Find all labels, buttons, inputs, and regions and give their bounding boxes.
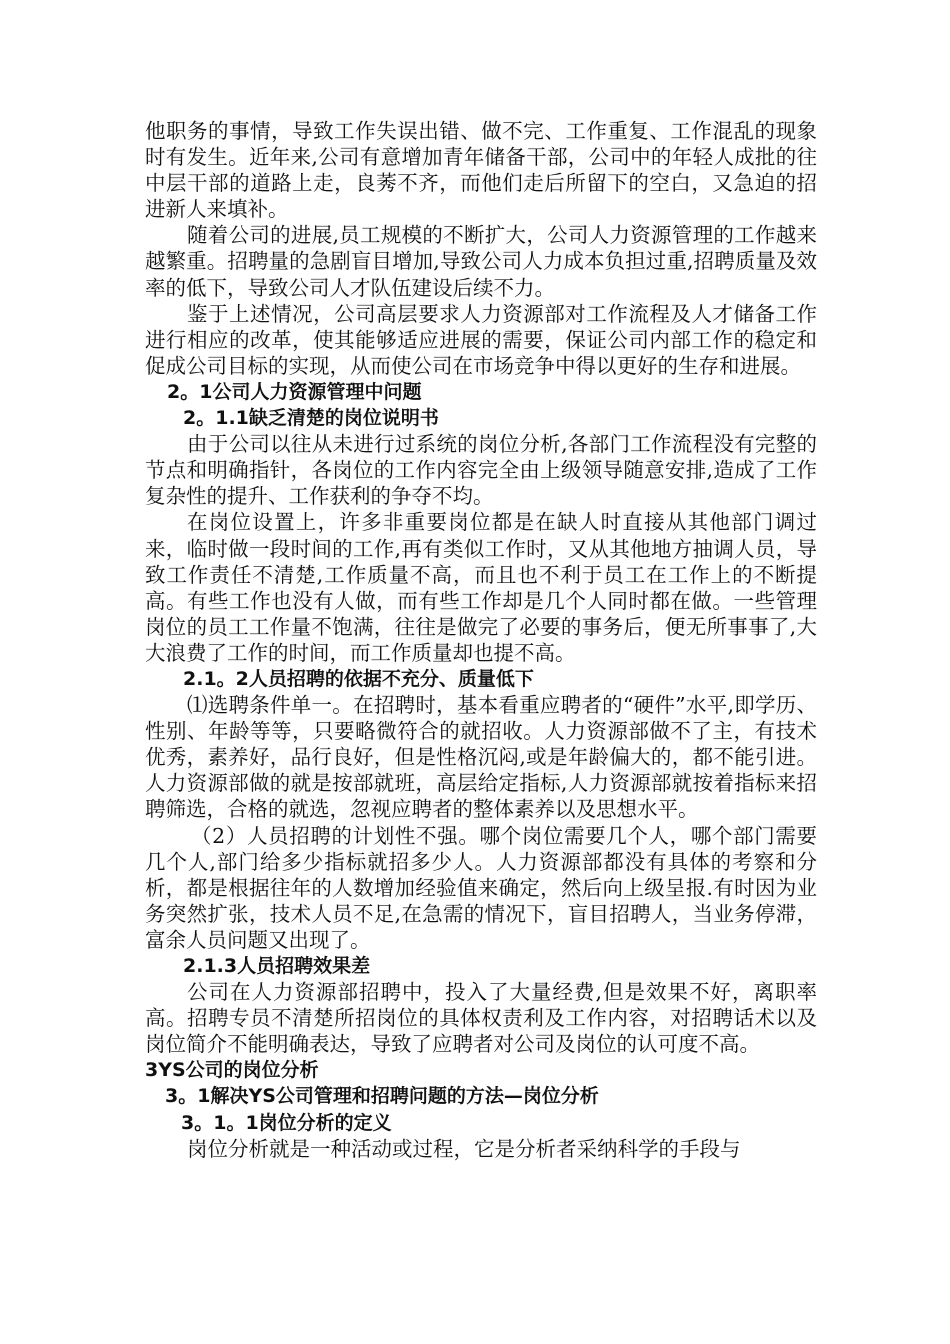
- paragraph: ⑴选聘条件单一。在招聘时，基本看重应聘者的“硬件”水平,即学历、性别、年龄等等，只要略微符合的就招收。人力资源部做不了主，有技术优秀，素养好，品行良好，但是性格沉闷,或是年龄偏大的，都不能引进。人力资源部做的就是按部就班，高层给定指标,人力资源部就按着指标来招聘筛选，合格的就选，忽视应聘者的整体素养以及思想水平。: [145, 693, 817, 822]
- paragraph: （2）人员招聘的计划性不强。哪个岗位需要几个人，哪个部门需要几个人,部门给多少指标就招多少人。人力资源部都没有具体的考察和分析，都是根据往年的人数增加经验值来确定，然后向上级呈报.有时因为业务突然扩张，技术人员不足,在急需的情况下，盲目招聘人，当业务停滞，富余人员问题又出现了。: [145, 823, 817, 952]
- chapter-heading: 3YS公司的岗位分析: [145, 1059, 319, 1082]
- subsection-heading: 3。1。1岗位分析的定义: [181, 1111, 392, 1134]
- subsection-heading: 2。1.1缺乏清楚的岗位说明书: [183, 407, 439, 430]
- paragraph: 鉴于上述情况，公司高层要求人力资源部对工作流程及人才储备工作进行相应的改革，使其能够适应进展的需要，保证公司内部工作的稳定和促成公司目标的实现，从而使公司在市场竞争中得以更好的生存和进展。: [145, 301, 817, 378]
- paragraph: 他职务的事情，导致工作失误出错、做不完、工作重复、工作混乱的现象时有发生。近年来,公司有意增加青年储备干部，公司中的年轻人成批的往中层干部的道路上走，良莠不齐，而他们走后所留下的空白，又急迫的招进新人来填补。: [145, 119, 817, 222]
- subsection-heading: 2.1。2人员招聘的依据不充分、质量低下: [183, 667, 534, 690]
- paragraph: 公司在人力资源部招聘中，投入了大量经费,但是效果不好，离职率高。招聘专员不清楚所招岗位的具体权责利及工作内容，对招聘话术以及岗位简介不能明确表达，导致了应聘者对公司及岗位的认可度不高。: [145, 980, 817, 1057]
- document-body: [145, 118, 817, 1162]
- section-heading: 3。1解决YS公司管理和招聘问题的方法—岗位分析: [165, 1085, 599, 1108]
- paragraph: 岗位分析就是一种活动或过程，它是分析者采纳科学的手段与: [187, 1136, 741, 1161]
- section-heading: 2。1公司人力资源管理中问题: [167, 380, 422, 403]
- paragraph: 随着公司的进展,员工规模的不断扩大，公司人力资源管理的工作越来越繁重。招聘量的急剧盲目增加,导致公司人力成本负担过重,招聘质量及效率的低下，导致公司人才队伍建设后续不力。: [145, 223, 817, 300]
- paragraph: 在岗位设置上，许多非重要岗位都是在缺人时直接从其他部门调过来，临时做一段时间的工作,再有类似工作时，又从其他地方抽调人员，导致工作责任不清楚,工作质量不高，而且也不利于员工在工作上的不断提高。有些工作也没有人做，而有些工作却是几个人同时都在做。一些管理岗位的员工工作量不饱满，往往是做完了必要的事务后，便无所事事了,大大浪费了工作的时间，而工作质量却也提不高。: [145, 510, 817, 665]
- paragraph: 由于公司以往从未进行过系统的岗位分析,各部门工作流程没有完整的节点和明确指针，各岗位的工作内容完全由上级领导随意安排,造成了工作复杂性的提升、工作获利的争夺不均。: [145, 432, 817, 509]
- subsection-heading: 2.1.3人员招聘效果差: [183, 955, 371, 977]
